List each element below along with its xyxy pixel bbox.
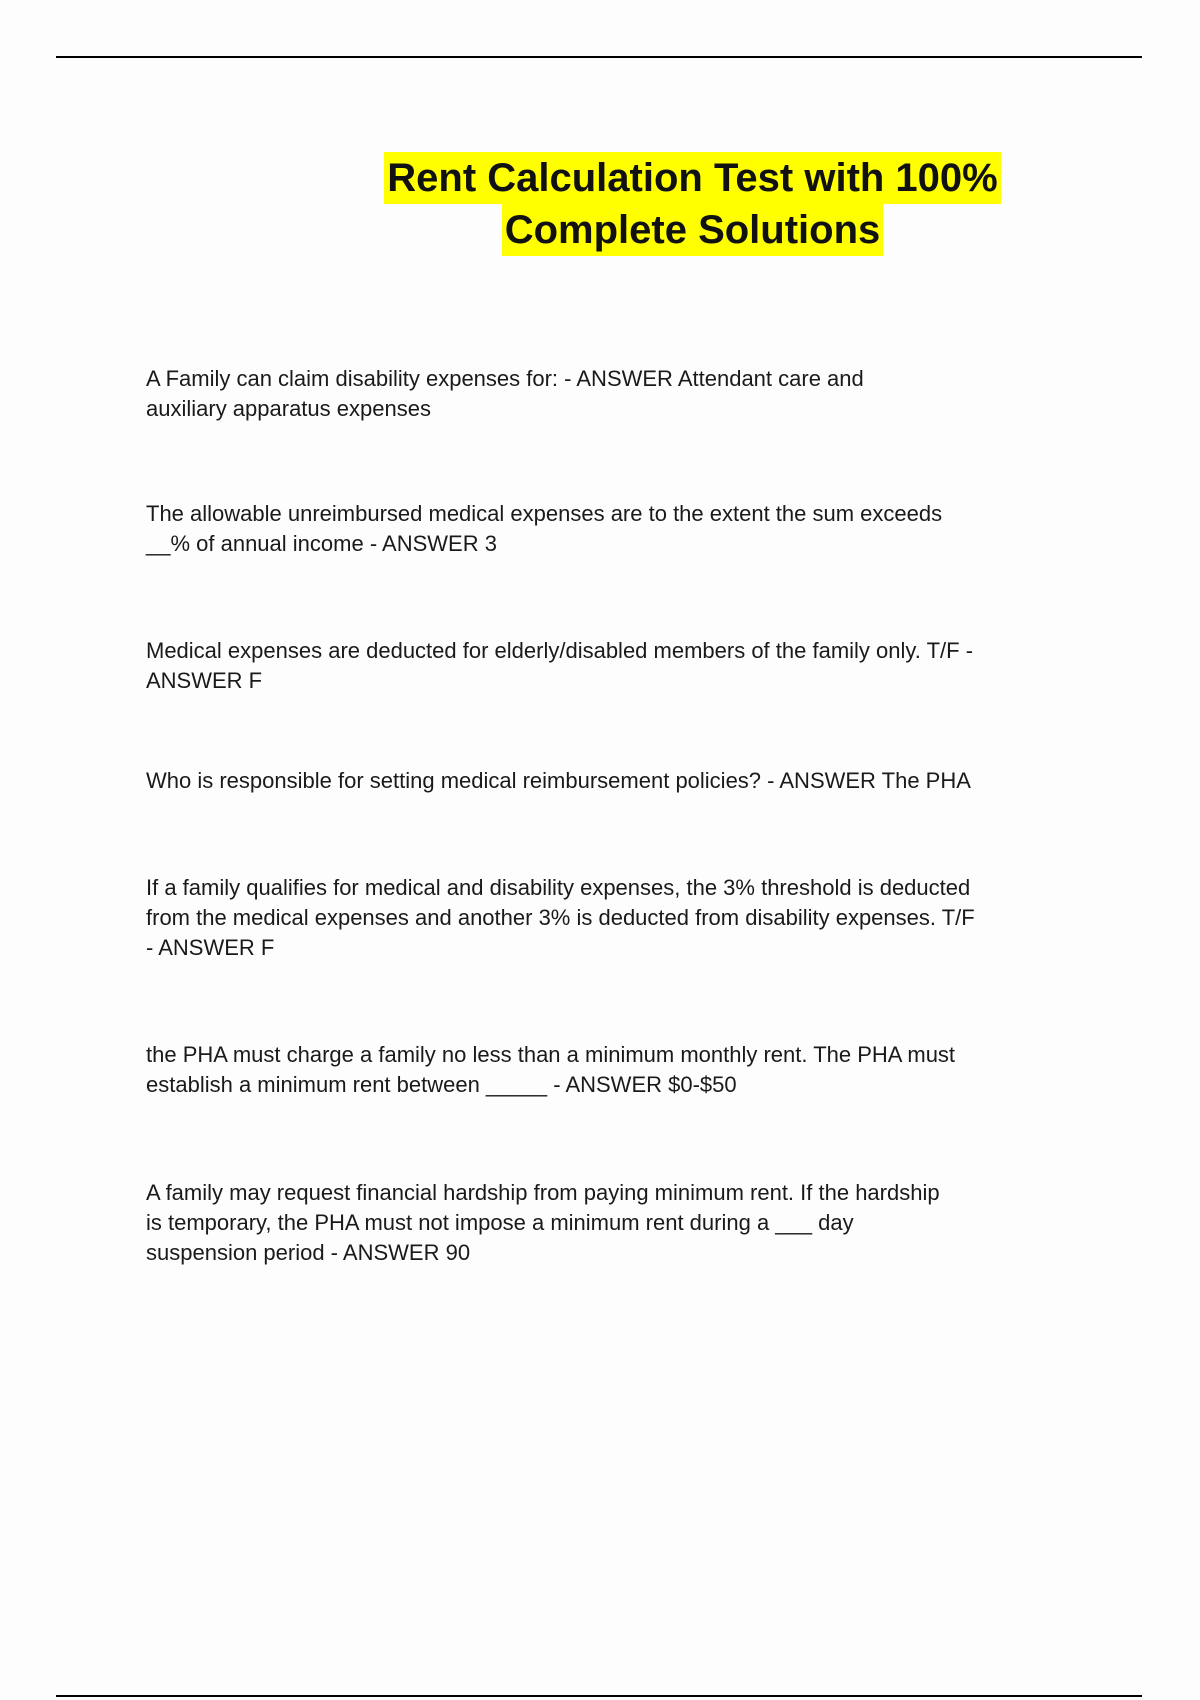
question-answer-list: [146, 364, 1066, 1268]
footer-rule: [56, 1695, 1142, 1697]
qa-item-6: the PHA must charge a family no less than a minimum monthly rent. The PHA must establish a minimum rent between _____ - ANSWER $0-$50: [146, 1042, 956, 1097]
qa-item-1: A Family can claim disability expenses for: - ANSWER Attendant care and auxiliary apparatus expenses: [146, 366, 864, 421]
qa-item-7: A family may request financial hardship from paying minimum rent. If the hardship is temporary, the PHA must not impose a minimum rent during a ___ day suspension period - ANSWER 90: [146, 1180, 940, 1265]
qa-item-3: Medical expenses are deducted for elderly/disabled members of the family only. T/F - ANSWER F: [146, 638, 974, 693]
qa-item-4: Who is responsible for setting medical reimbursement policies? - ANSWER The PHA: [146, 768, 971, 793]
title-line-2: Complete Solutions: [502, 204, 884, 256]
document-title: [330, 152, 1055, 256]
header-rule: [56, 56, 1142, 58]
qa-item-2: The allowable unreimbursed medical expenses are to the extent the sum exceeds __% of annual income - ANSWER 3: [146, 501, 943, 556]
qa-item-5: If a family qualifies for medical and disability expenses, the 3% threshold is deducted from the medical expenses and another 3% is deducted from disability expenses. T/F - ANSWER F: [146, 875, 975, 960]
title-line-1: Rent Calculation Test with 100%: [384, 152, 1001, 204]
